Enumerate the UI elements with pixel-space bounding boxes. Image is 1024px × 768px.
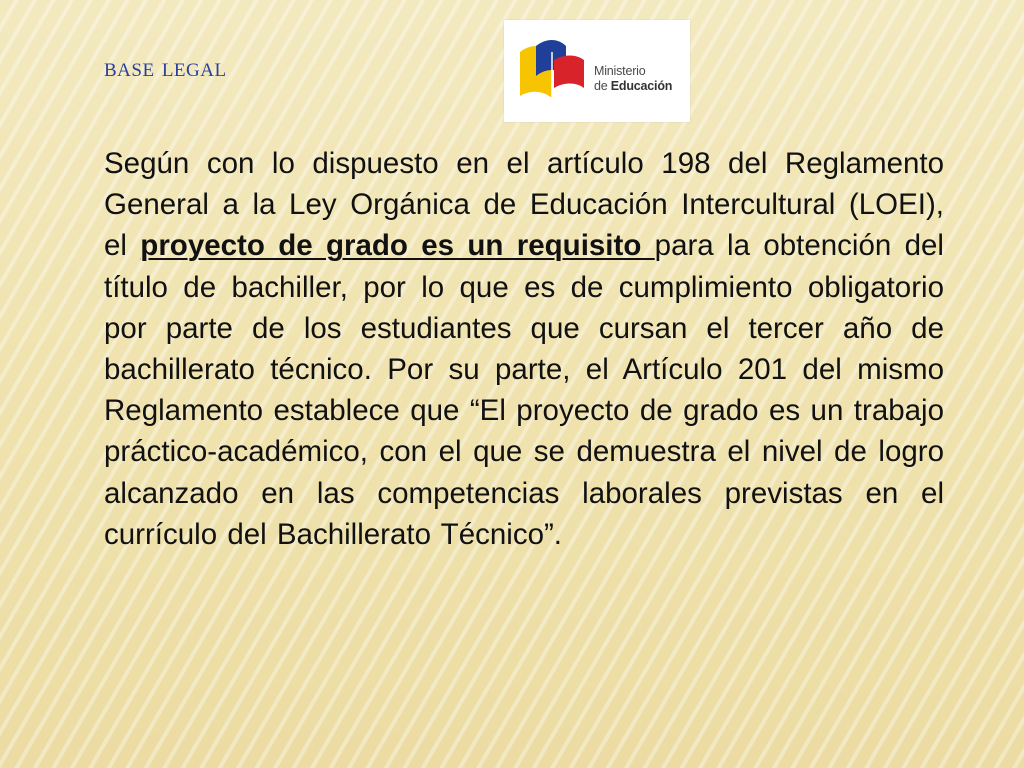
book-flag-icon [518, 34, 590, 106]
logo-prefix: de [594, 79, 611, 93]
legal-paragraph [104, 143, 944, 555]
logo-educacion: Educación [610, 79, 673, 93]
paragraph-emphasis: proyecto de grado es un requisito [140, 229, 655, 263]
header-title: BASE LEGAL [104, 60, 227, 81]
paragraph-part-1: Según con lo dispuesto en el artículo 198 del Reglamento General a la Ley Orgánica de Educación Intercultural (LOEI), el [104, 147, 944, 263]
logo-text [594, 64, 672, 94]
paragraph-part-2: para la obtención del título de bachiller, por lo que es de cumplimiento obligatorio por parte de los estudiantes que cursan el tercer año de bachillerato técnico. Por su parte, el Artículo 201 del mismo Reglamento establece que “El proyecto de grado es un trabajo práctico-académico, con el que se demuestra el nivel de logro alcanzado en las competencias laborales previstas en el currículo del Bachillerato Técnico”. [104, 229, 944, 551]
logo-line-educacion [594, 79, 672, 94]
logo-line-ministerio: Ministerio [594, 64, 646, 78]
ministerio-educacion-logo [504, 20, 690, 122]
